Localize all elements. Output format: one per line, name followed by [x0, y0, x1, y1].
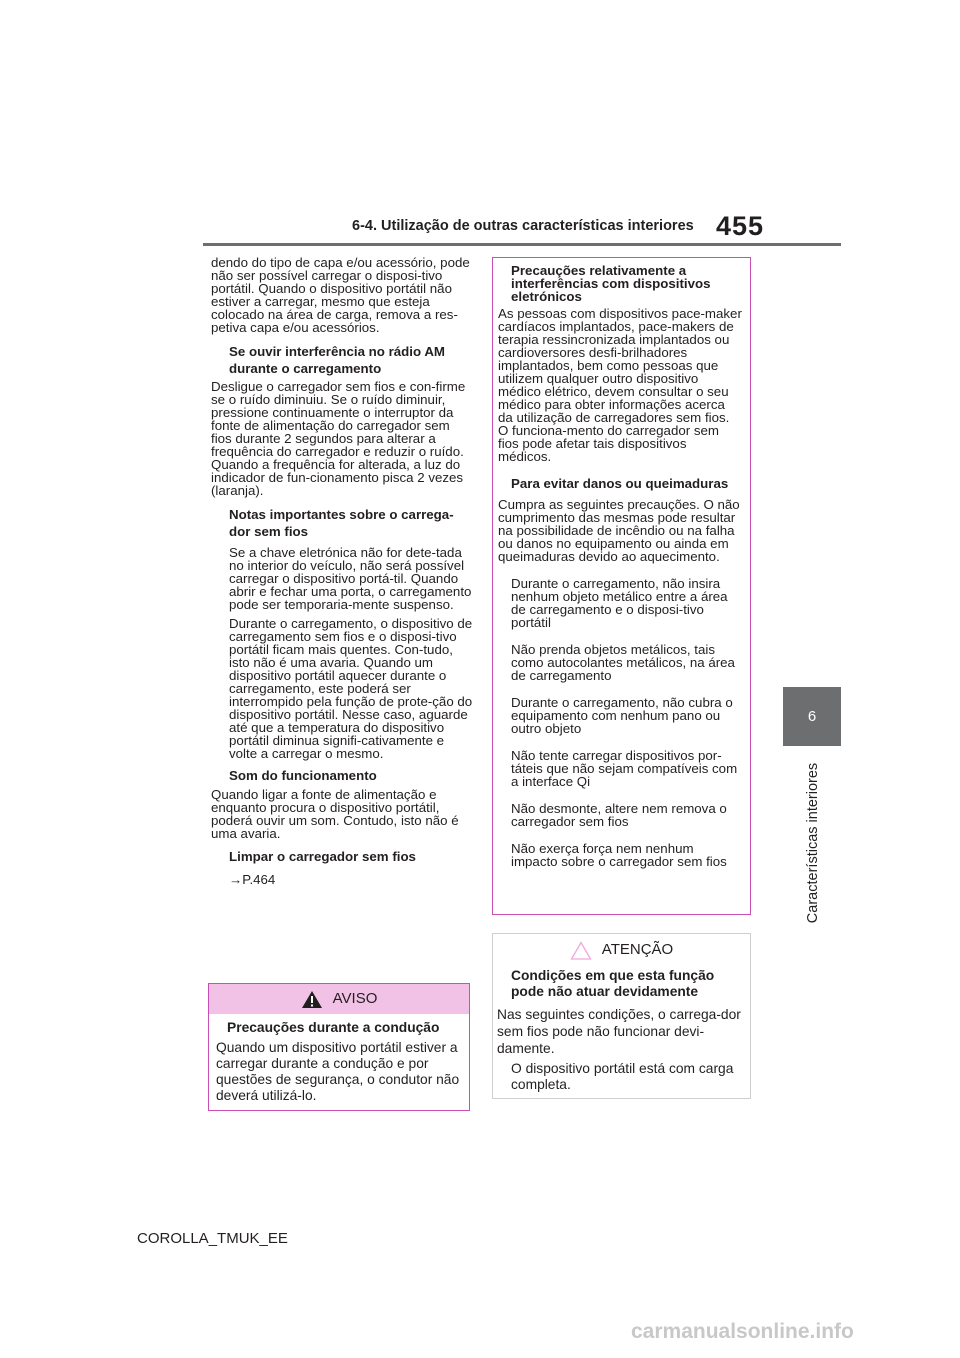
- document-code: COROLLA_TMUK_EE: [137, 1230, 288, 1247]
- header-divider: [203, 243, 841, 246]
- left-column: [211, 256, 473, 886]
- sound-paragraph: Quando ligar a fonte de alimentação e enquanto procura o dispositivo portátil, poderá ouvir um som. Contudo, isto não é uma avaria.: [211, 787, 459, 841]
- precaution-item: Não tente carregar dispositivos por-táteis que não sejam compatíveis com a interface Qi: [511, 748, 738, 789]
- warning-icon: [301, 990, 323, 1009]
- atencao-title: ATENÇÃO: [601, 941, 674, 958]
- section-title: 6-4. Utilização de outras características interiores: [352, 218, 694, 234]
- sound-heading: Som do funcionamento: [229, 768, 377, 783]
- precaution-item: Durante o carregamento, não insira nenhum objeto metálico entre a área de carregamento e o disposi-tivo portátil: [511, 576, 728, 630]
- aviso-box: [208, 983, 470, 1111]
- precaution-item: Durante o carregamento, não cubra o equipamento com nenhum pano ou outro objeto: [511, 695, 733, 736]
- precaution-item: Não desmonte, altere nem remova o carregador sem fios: [511, 801, 727, 829]
- interference-paragraph: As pessoas com dispositivos pace-maker cardíacos implantados, pace-makers de terapia ressincronizada implantados ou cardioversores desfi-brilhadores implantados, bem como pessoas que utilizem qualquer outro dispositivo médico elétrico, devem consultar o seu médico para obter informações acerca da utilização de carregadores sem fios. O funciona-mento do carregador sem fios pode afetar tais dispositivos médicos.: [498, 306, 742, 464]
- am-heading: Se ouvir interferência no rádio AM durante o carregamento: [229, 344, 445, 376]
- chapter-tab: 6: [783, 687, 841, 746]
- aviso-text: Quando um dispositivo portátil estiver a carregar durante a condução e por questões de segurança, o condutor não deverá utilizá-lo.: [216, 1040, 460, 1103]
- page-reference-link[interactable]: P.464: [242, 872, 276, 887]
- watermark: carmanualsonline.info: [631, 1320, 854, 1343]
- interference-heading: Precauções relativamente a interferências com dispositivos eletrónicos: [511, 263, 711, 304]
- precautions-box: [492, 257, 751, 915]
- clean-heading: Limpar o carregador sem fios: [229, 849, 416, 864]
- note-item-2: Durante o carregamento, o dispositivo de carregamento sem fios e o disposi-tivo portátil ficam mais quentes. Con-tudo, isto não é uma avaria. Quando um dispositivo portátil aquecer durante o carregamento, este poderá ser interrompido pela função de prote-ção do dispositivo portátil. Nesse caso, aguarde até que a temperatura do dispositivo portátil diminua signifi-cativamente e volte a carregar o mesmo.: [229, 616, 473, 761]
- page-number: 455: [716, 211, 765, 241]
- aviso-title: AVISO: [332, 990, 378, 1007]
- caution-icon: [570, 941, 592, 960]
- atencao-item: O dispositivo portátil está com carga completa.: [511, 1061, 734, 1092]
- chapter-label-text: Características interiores: [805, 762, 821, 924]
- arrow-icon: →: [229, 872, 243, 887]
- burn-paragraph: Cumpra as seguintes precauções. O não cumprimento das mesmas pode resultar na possibilidade de incêndio ou na falha ou danos no equipamento ou ainda em queimaduras devido ao aquecimento.: [498, 497, 740, 564]
- clean-reference: [229, 873, 473, 886]
- intro-paragraph: dendo do tipo de capa e/ou acessório, pode não ser possível carregar o disposi-tivo portátil. Quando o dispositivo portátil não estiver a carregar, mesmo que esteja colocado na área de carga, remova a res-petiva capa e/ou acessórios.: [211, 255, 470, 335]
- am-paragraph: Desligue o carregador sem fios e con-firme se o ruído diminuiu. Se o ruído diminuir, pressione continuamente o interruptor da fonte de alimentação do carregador sem fios durante 2 segundos para alterar a frequência do carregador e reduzir o ruído. Quando a frequência for alterada, a luz do indicador de fun-cionamento pisca 2 vezes (laranja).: [211, 379, 466, 498]
- atencao-text: Nas seguintes condições, o carrega-dor sem fios pode não funcionar devi-damente.: [497, 1007, 741, 1056]
- atencao-header: [493, 934, 750, 966]
- precaution-item: Não prenda objetos metálicos, tais como autocolantes metálicos, na área de carregamento: [511, 642, 735, 683]
- burn-heading: Para evitar danos ou queimaduras: [511, 476, 729, 491]
- note-item-1: Se a chave eletrónica não for dete-tada no interior do veículo, não será possível carregar o dispositivo portá-til. Quando abrir e fechar uma porta, o carregamento pode ser temporaria-mente suspenso.: [229, 545, 472, 612]
- atencao-box: [492, 933, 751, 1099]
- aviso-heading: Precauções durante a condução: [227, 1020, 440, 1035]
- notes-heading: Notas importantes sobre o carrega-dor sem fios: [229, 507, 454, 539]
- precaution-item: Não exerça força nem nenhum impacto sobre o carregador sem fios: [511, 841, 727, 869]
- atencao-heading: Condições em que esta função pode não atuar devidamente: [511, 968, 715, 999]
- chapter-side-label: [805, 758, 825, 928]
- aviso-header: [209, 984, 469, 1014]
